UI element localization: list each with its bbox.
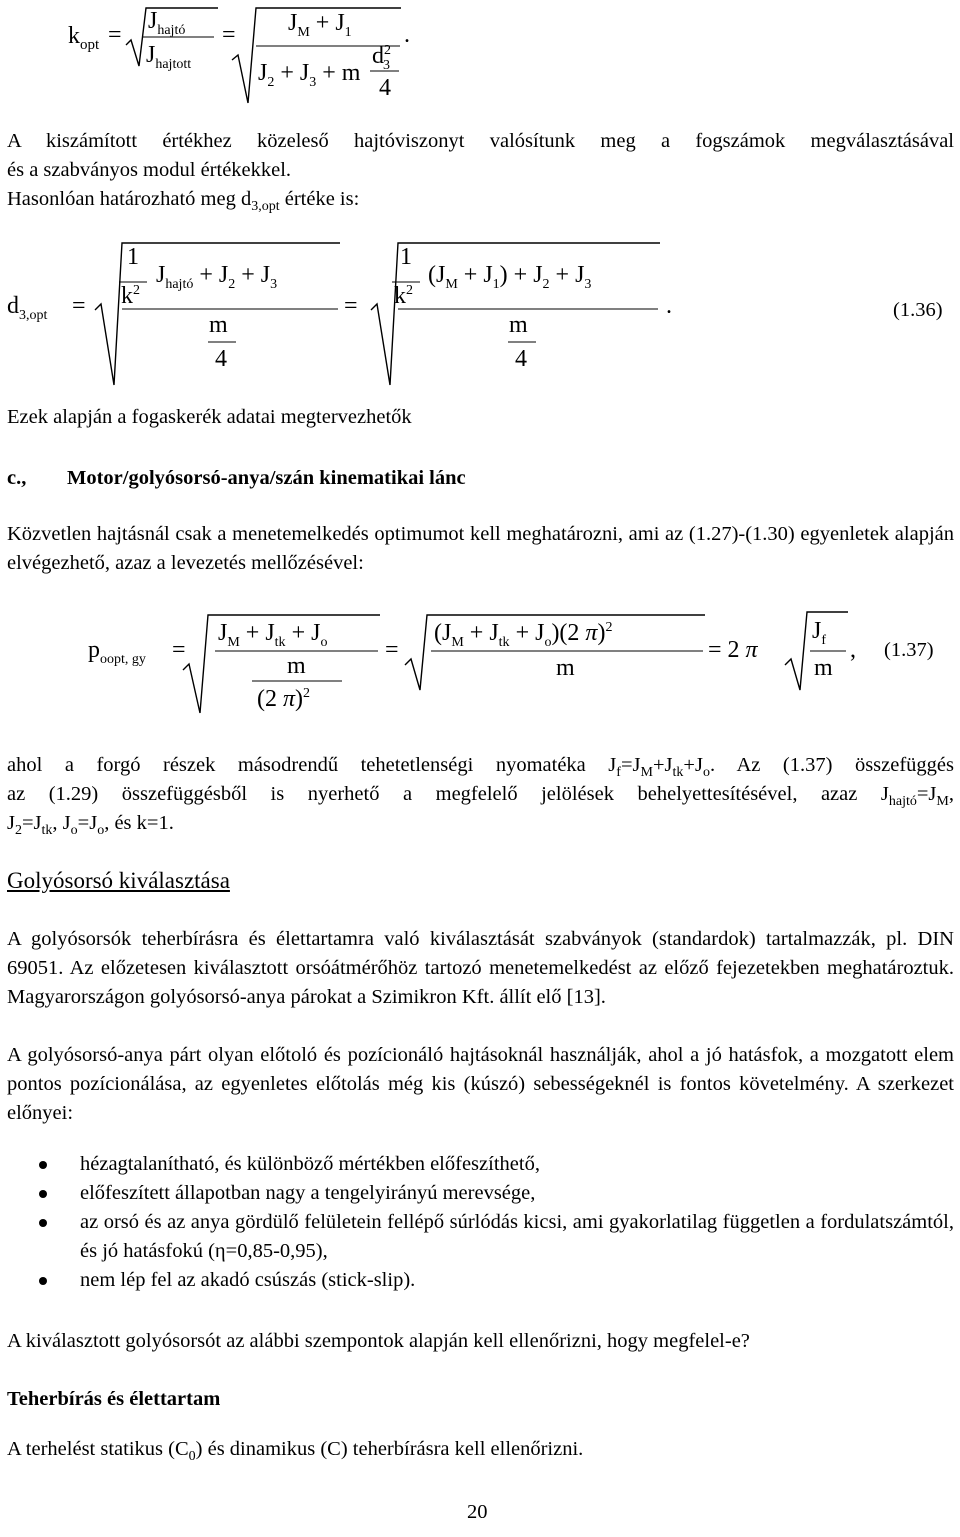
bullet-dot — [39, 1277, 47, 1285]
eq137-num-a: $J_M + J_{tk} + J_o$ — [218, 620, 328, 650]
bullet-dot — [39, 1161, 47, 1169]
section-c-number: c., — [7, 467, 27, 489]
eq136-end: . — [666, 293, 672, 319]
eq137-m-b: m — [556, 655, 575, 681]
heading-teherbiras: Teherbírás és élettartam — [7, 1388, 221, 1410]
eq136-four-a: 4 — [215, 346, 227, 372]
eq136-m-a: m — [209, 312, 228, 338]
eq137-den-a: (2 π)$^2$ — [257, 686, 311, 712]
eq136-k-a: $k^2$ — [121, 283, 140, 309]
paragraph-5-line-1: ahol a forgó részek másodrendű tehetetlenségi nyomatéka $J_f=J_M+J_{tk}+J_o$. Az (1.37) összefüggés — [7, 754, 954, 781]
eq-kopt-f1-num: $J_{hajtó}$ — [148, 8, 186, 38]
paragraph-2: Hasonlóan határozható meg $d_{3,opt}$ értéke is: — [7, 188, 360, 215]
eq-kopt-lhs: $k_{opt}$ — [68, 23, 100, 53]
paragraph-8: A kiválasztott golyósorsót az alábbi szempontok alapján kell ellenőrizni, hogy megfelel-e? — [7, 1330, 750, 1352]
eq-kopt-f2-den: $J_2 + J_3 + m$ — [258, 60, 361, 90]
eq137-equals: = — [172, 637, 186, 663]
eq137-num-b: $(J_M + J_{tk} + J_o)(2$ π)$^2$ — [434, 620, 613, 650]
bullet-item-2: előfeszített állapotban nagy a tengelyirányú merevsége, — [80, 1182, 536, 1204]
eq-kopt-f1-den: $J_{hajtott}$ — [146, 42, 192, 72]
eq136-equals: = — [72, 293, 86, 319]
paragraph-3: Ezek alapján a fogaskerék adatai megtervezhetők — [7, 406, 412, 428]
eq-kopt-equals: = — [108, 22, 122, 48]
bullet-item-3: az orsó és az anya gördülő felületein fellépő súrlódás kicsi, ami gyakorlatilag független a fordulatszámtól, és jó hatásfokú (η=0,85-0,95), — [80, 1211, 954, 1262]
eq136-one-a: 1 — [127, 244, 139, 270]
eq-kopt-f3-num: $d^2_3$ — [372, 43, 391, 73]
eq137-m-c: m — [814, 655, 833, 681]
paragraph-5-line-3: $J_2=J_{tk}$, $J_o=J_o$, és k=1. — [7, 812, 174, 839]
bullet-dot — [39, 1219, 47, 1227]
eq136-four-b: 4 — [515, 346, 527, 372]
paragraph-5-line-2: az (1.29) összefüggésből is nyerhető a megfelelő jelölések behelyettesítésével, azaz $J_{hajtó}=J_M$, — [7, 783, 954, 810]
bullet-item-1: hézagtalanítható, és különböző mértékben előfeszíthető, — [80, 1153, 540, 1175]
page-number: 20 — [467, 1501, 488, 1523]
paragraph-1-line-1: A kiszámított értékhez közeleső hajtóviszonyt valósítunk meg a fogszámok megválasztásával — [7, 130, 954, 152]
eq137-jf: $J_f$ — [812, 618, 827, 648]
eq137-equals3: = 2 π — [708, 637, 758, 663]
eq137-label: (1.37) — [884, 639, 934, 661]
eq136-one-b: 1 — [400, 244, 412, 270]
heading-golyosorso: Golyósorsó kiválasztása — [7, 868, 230, 893]
eq136-m-b: m — [509, 312, 528, 338]
eq136-num-b: $(J_M + J_1) + J_2 + J_3$ — [428, 262, 592, 292]
eq136-lhs: $d_{3,opt}$ — [7, 293, 48, 323]
bullet-dot — [39, 1190, 47, 1198]
eq137-equals2: = — [385, 637, 399, 663]
eq-kopt-f2-num: $J_M + J_1$ — [288, 10, 352, 40]
eq-kopt-end: . — [404, 22, 410, 48]
eq-kopt-equals2: = — [222, 22, 236, 48]
eq136-label: (1.36) — [893, 299, 943, 321]
paragraph-6: A golyósorsók teherbírásra és élettartamra való kiválasztását szabványok (standardok) tartalmazzák, pl. DIN 69051. Az előzetesen kiválasztott orsóátmérőhöz tartozó menetemelkedést az előző fejezetekben meghatároztuk. Magyarországon golyósorsó-anya párokat a Szimikron Kft. állít elő [13]. — [7, 928, 954, 1008]
eq137-lhs: $p_{oopt, gy}$ — [88, 637, 146, 667]
paragraph-4: Közvetlen hajtásnál csak a menetemelkedés optimumot kell meghatározni, ami az (1.27)-(1.30) egyenletek alapján elvégezhető, azaz a levezetés mellőzésével: — [7, 523, 954, 574]
paragraph-7: A golyósorsó-anya párt olyan előtoló és pozícionáló hajtásoknál használják, ahol a jó hatásfok, a mozgatott elem pontos pozícionálása, az egyenletes előtolás még kis (kúszó) sebességeknél is fontos követelmény. A szerkezet előnyei: — [7, 1044, 954, 1124]
eq136-equals2: = — [344, 293, 358, 319]
eq136-num-a: $J_{hajtó} + J_2 + J_3$ — [156, 262, 278, 292]
paragraph-1-line-2: és a szabványos modul értékekkel. — [7, 159, 292, 181]
eq-kopt-f3-den: 4 — [379, 75, 391, 101]
eq136-k-b: $k^2$ — [394, 283, 413, 309]
bullet-item-4: nem lép fel az akadó csúszás (stick-slip). — [80, 1269, 416, 1291]
paragraph-9: A terhelést statikus $(C_0)$ és dinamikus (C) teherbírásra kell ellenőrizni. — [7, 1438, 584, 1465]
section-c-title: Motor/golyósorsó-anya/szán kinematikai lánc — [67, 467, 466, 489]
eq137-comma: , — [850, 637, 856, 663]
eq137-m-a: m — [287, 653, 306, 679]
